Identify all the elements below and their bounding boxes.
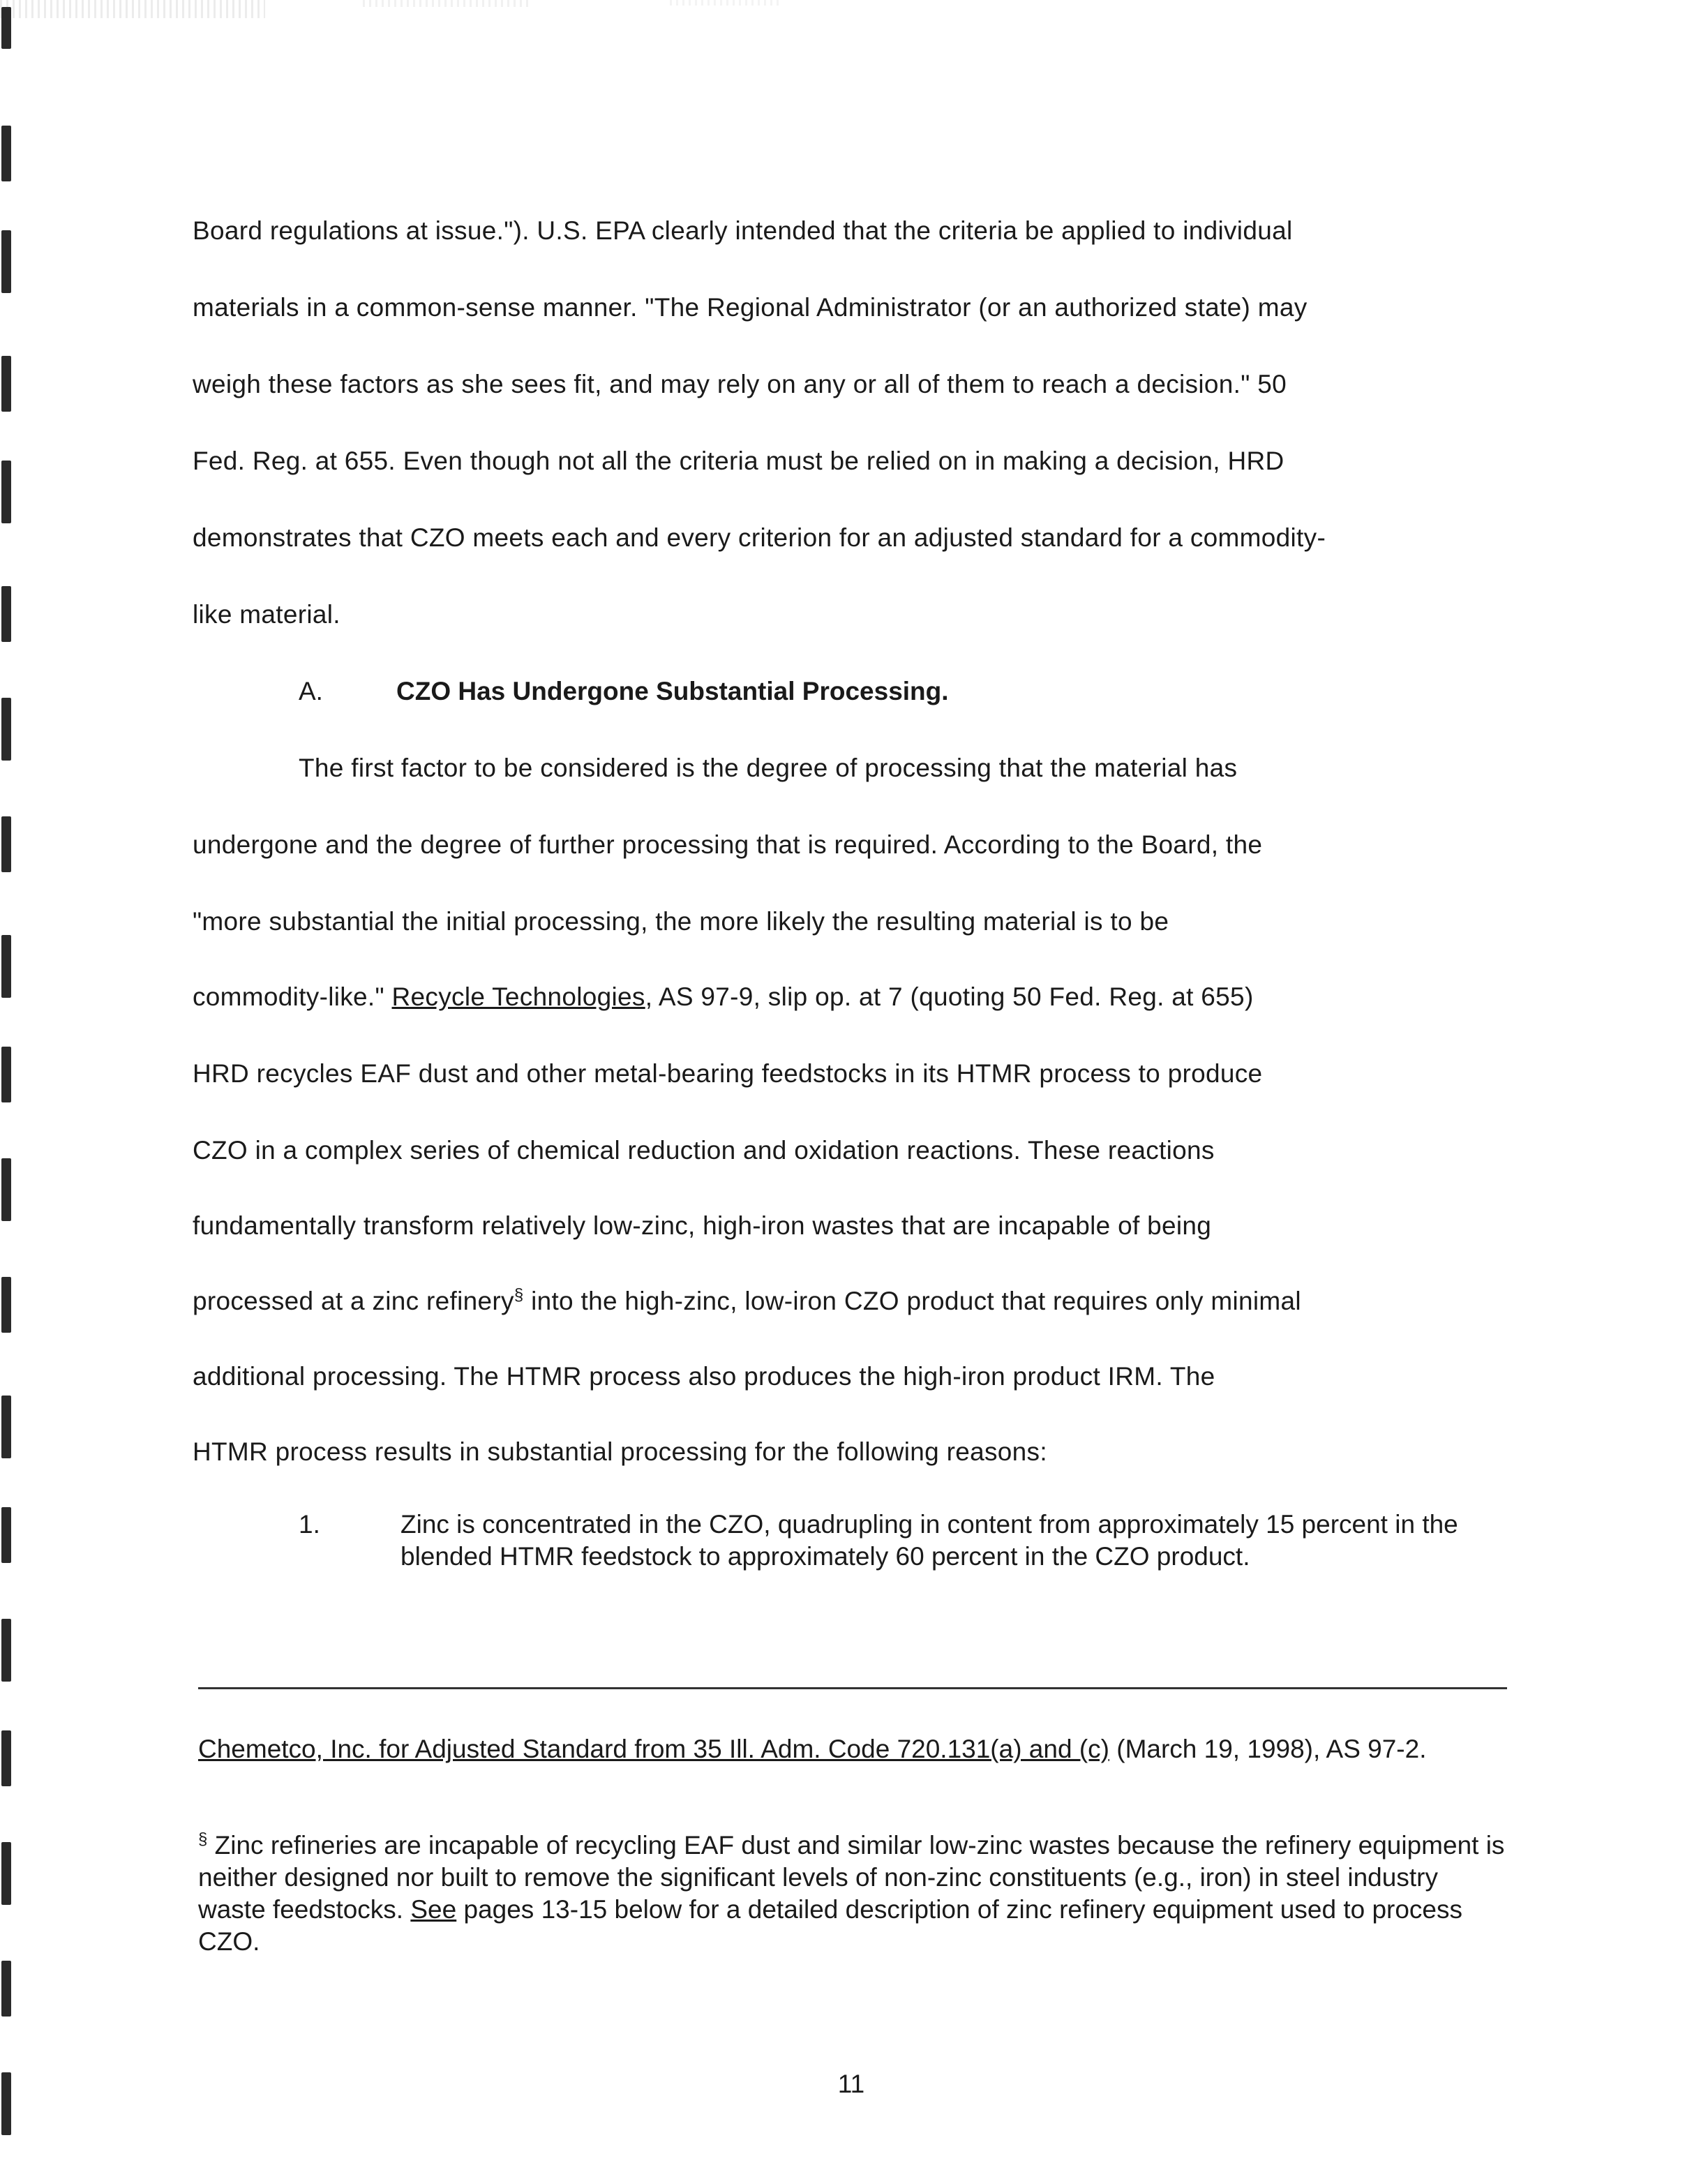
list-item-number: 1. (299, 1510, 320, 1539)
footnote-2 (198, 1830, 1510, 1958)
section-heading-number: A. (299, 677, 323, 705)
case-citation: Recycle Technologies (391, 982, 645, 1011)
footnote-text: pages 13-15 below for a detailed description of zinc refinery equipment used to process CZO. (198, 1895, 1463, 1956)
body-text-line: "more substantial the initial processing, the more likely the resulting material is to be (193, 907, 1169, 936)
body-text-line (193, 1285, 1518, 1317)
footnote-mark: § (198, 1830, 208, 1849)
body-text-line: CZO in a complex series of chemical reduction and oxidation reactions. These reactions (193, 1136, 1215, 1165)
section-heading (299, 675, 949, 708)
punch-mark (1, 356, 11, 412)
body-text-line: like material. (193, 600, 340, 629)
punch-mark (1, 1396, 11, 1458)
scan-noise-top (670, 0, 781, 6)
punch-hole-strip (0, 0, 13, 2177)
footnote-reference: § (514, 1285, 524, 1305)
body-text: , AS 97-9, slip op. at 7 (quoting 50 Fed. Reg. at 655) (645, 982, 1254, 1011)
punch-mark (1, 1961, 11, 2017)
body-text-line: undergone and the degree of further processing that is required. According to the Board, the (193, 830, 1263, 859)
scan-noise-top (0, 0, 265, 18)
body-text-line: Board regulations at issue."). U.S. EPA clearly intended that the criteria be applied to individual (193, 216, 1293, 245)
punch-mark (1, 816, 11, 872)
punch-mark (1, 586, 11, 642)
punch-mark (1, 1842, 11, 1905)
punch-mark (1, 1277, 11, 1333)
body-text-line: demonstrates that CZO meets each and every criterion for an adjusted standard for a commodity- (193, 523, 1326, 552)
punch-mark (1, 1158, 11, 1221)
list-item-text: Zinc is concentrated in the CZO, quadrupling in content from approximately 15 percent in the blended HTMR feedstock to approximately 60 percent in the CZO product. (400, 1510, 1458, 1571)
body-text-line: materials in a common-sense manner. "The Regional Administrator (or an authorized state) may (193, 293, 1308, 322)
punch-mark (1, 1730, 11, 1786)
footnote-text: Zinc refineries are incapable of recycling EAF dust and similar low-zinc wastes because the refinery equipment is neither designed nor built to remove the significant levels of non-zinc constituents (e.g., iron) in steel industry waste feedstocks. (198, 1831, 1505, 1924)
body-text-line: additional processing. The HTMR process also produces the high-iron product IRM. The (193, 1362, 1215, 1391)
punch-mark (1, 1047, 11, 1102)
body-text-line: HTMR process results in substantial processing for the following reasons: (193, 1437, 1047, 1466)
punch-mark (1, 461, 11, 523)
footnote-divider (198, 1687, 1507, 1689)
punch-mark (1, 2072, 11, 2135)
footnote-text: (March 19, 1998), AS 97-2. (1109, 1735, 1427, 1763)
punch-mark (1, 1619, 11, 1682)
punch-mark (1, 7, 11, 49)
body-text-line: fundamentally transform relatively low-zinc, high-iron wastes that are incapable of being (193, 1211, 1212, 1240)
punch-mark (1, 1507, 11, 1563)
page-number: 11 (837, 2070, 865, 2098)
footnote-see-signal: See (410, 1895, 457, 1924)
scan-noise-top (363, 0, 530, 7)
body-text-line (193, 981, 1518, 1013)
body-text-line: weigh these factors as she sees fit, and may rely on any or all of them to reach a decision." 50 (193, 370, 1287, 398)
body-text-line: Fed. Reg. at 655. Even though not all the criteria must be relied on in making a decision, HRD (193, 447, 1284, 475)
punch-mark (1, 698, 11, 761)
body-text-line: HRD recycles EAF dust and other metal-bearing feedstocks in its HTMR process to produce (193, 1059, 1263, 1088)
body-text: processed at a zinc refinery (193, 1287, 514, 1315)
footnote-1 (198, 1733, 1510, 1765)
punch-mark (1, 126, 11, 181)
punch-mark (1, 935, 11, 998)
footnote-citation: Chemetco, Inc. for Adjusted Standard from 35 Ill. Adm. Code 720.131(a) and (c) (198, 1735, 1109, 1763)
body-text: into the high-zinc, low-iron CZO product that requires only minimal (523, 1287, 1301, 1315)
body-text: commodity-like." (193, 982, 392, 1011)
punch-mark (1, 230, 11, 293)
section-heading-title: CZO Has Undergone Substantial Processing. (396, 677, 949, 705)
body-text-line: The first factor to be considered is the degree of processing that the material has (299, 754, 1238, 782)
